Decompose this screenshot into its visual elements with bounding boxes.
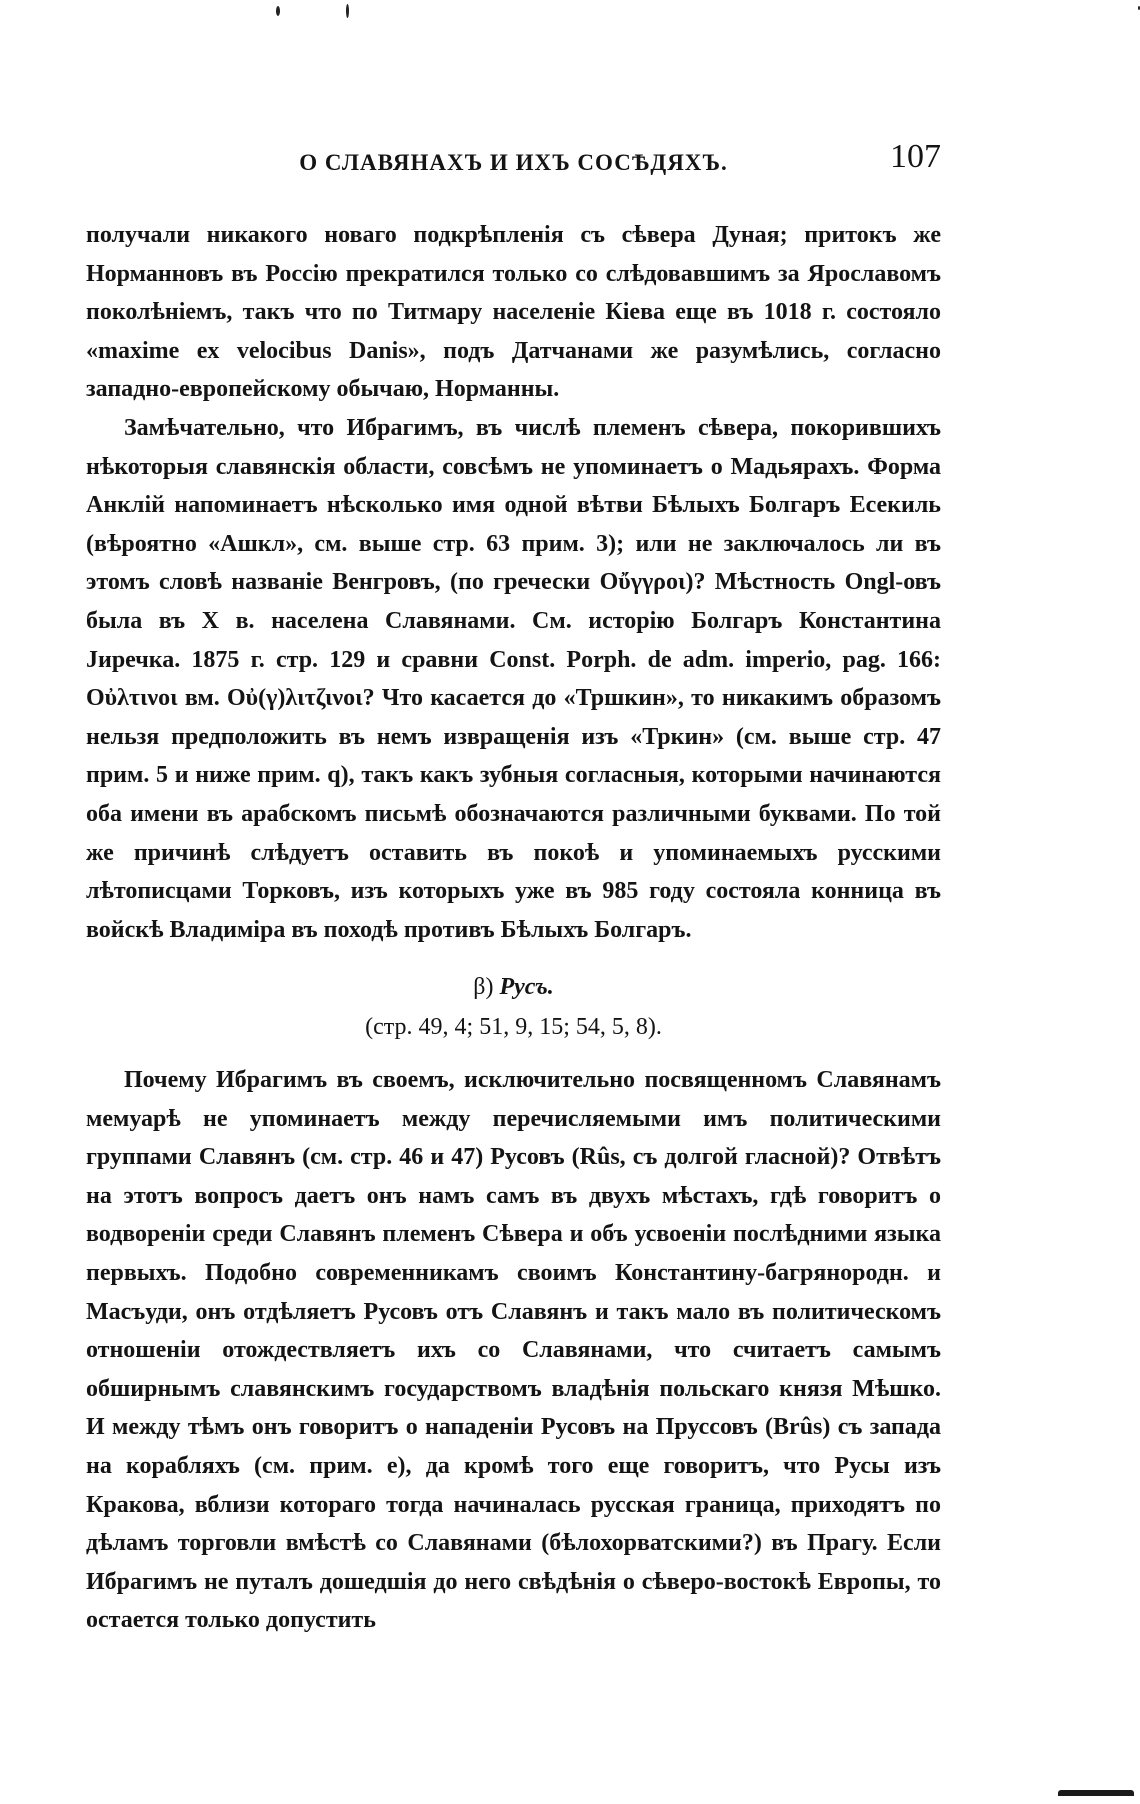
section-title — [86, 968, 941, 1006]
scan-edge-mark — [1058, 1790, 1134, 1796]
paragraph-continuation: получали никакого новаго подкрѣпленія съ сѣвера Дуная; притокъ же Норманновъ въ Россію прекратился только со слѣдовавшимъ за Ярославомъ поколѣніемъ, такъ что по Титмару населеніе Кіева еще въ 1018 г. состояло «maxime ex velocibus Danis», подъ Датчанами же разумѣлись, согласно западно-европейскому обычаю, Норманны. — [86, 222, 941, 403]
scan-speck — [346, 4, 349, 18]
section-name: Русъ. — [499, 974, 554, 1000]
page-header — [86, 138, 941, 186]
main-text-block — [86, 216, 941, 949]
scan-speck — [276, 6, 280, 16]
section-reference: (стр. 49, 4; 51, 9, 15; 54, 5, 8). — [365, 1014, 662, 1040]
section-heading — [86, 968, 941, 1046]
paragraph-ibrahim-magyars: Замѣчательно, что Ибрагимъ, въ числѣ племенъ сѣвера, покорившихъ нѣкоторыя славянскія области, совсѣмъ не упоминаетъ о Мадьярахъ. Форма Анклій напоминаетъ нѣсколько имя одной вѣтви Бѣлыхъ Болгаръ Есекиль (вѣроятно «Ашкл», см. выше стр. 63 прим. 3); или не заключалось ли въ этомъ словѣ названіе Венгровъ, (по гречески Οὔγγροι)? Мѣстность Ongl-овъ была въ X в. населена Славянами. См. исторію Болгаръ Константина Jиречка. 1875 г. стр. 129 и сравни Const. Porph. de adm. imperio, pag. 166: Οὐλτινοι вм. Οὐ(γ)λιτζινοι? Что касается до «Тршкин», то никакимъ образомъ нельзя предположить въ немъ извращенія изъ «Тркин» (см. выше стр. 47 прим. 5 и ниже прим. q), такъ какъ зубныя согласныя, которыми начинаются оба имени въ арабскомъ письмѣ обозначаются различными буквами. По той же причинѣ слѣдуетъ оставить въ покоѣ и упоминаемыхъ русскими лѣтописцами Торковъ, изъ которыхъ уже въ 985 году состояла конница въ войскѣ Владиміра въ походѣ противъ Бѣлыхъ Болгаръ. — [86, 414, 941, 943]
section-letter: β) — [473, 974, 494, 1000]
page-number: 107 — [890, 138, 941, 175]
running-title: О СЛАВЯНАХЪ И ИХЪ СОСѢДЯХЪ. — [299, 150, 728, 175]
section-text-block — [86, 1061, 941, 1640]
paragraph-rus: Почему Ибрагимъ въ своемъ, исключительно посвященномъ Славянамъ мемуарѣ не упоминаетъ между перечисляемыми имъ политическими группами Славянъ (см. стр. 46 и 47) Русовъ (Rûs, съ долгой гласной)? Отвѣтъ на этотъ вопросъ даетъ онъ намъ самъ въ двухъ мѣстахъ, гдѣ говоритъ о водвореніи среди Славянъ племенъ Сѣвера и объ усвоеніи послѣдними языка первыхъ. Подобно современникамъ своимъ Константину-багрянородн. и Масъуди, онъ отдѣляетъ Русовъ отъ Славянъ и такъ мало въ политическомъ отношеніи отождествляетъ ихъ со Славянами, что считаетъ самымъ обширнымъ славянскимъ государствомъ владѣнія польскаго князя Мѣшко. И между тѣмъ онъ говоритъ о нападеніи Русовъ на Пруссовъ (Brûs) съ запада на корабляхъ (см. прим. е), да кромѣ того еще говоритъ, что Русы изъ Кракова, вблизи котораго тогда начиналась русская граница, приходятъ по дѣламъ торговли вмѣстѣ со Славянами (бѣлохорватскими?) въ Прагу. Если Ибрагимъ не путалъ дошедшія до него свѣдѣнія о сѣверо-востокѣ Европы, то остается только допустить — [86, 1067, 941, 1634]
